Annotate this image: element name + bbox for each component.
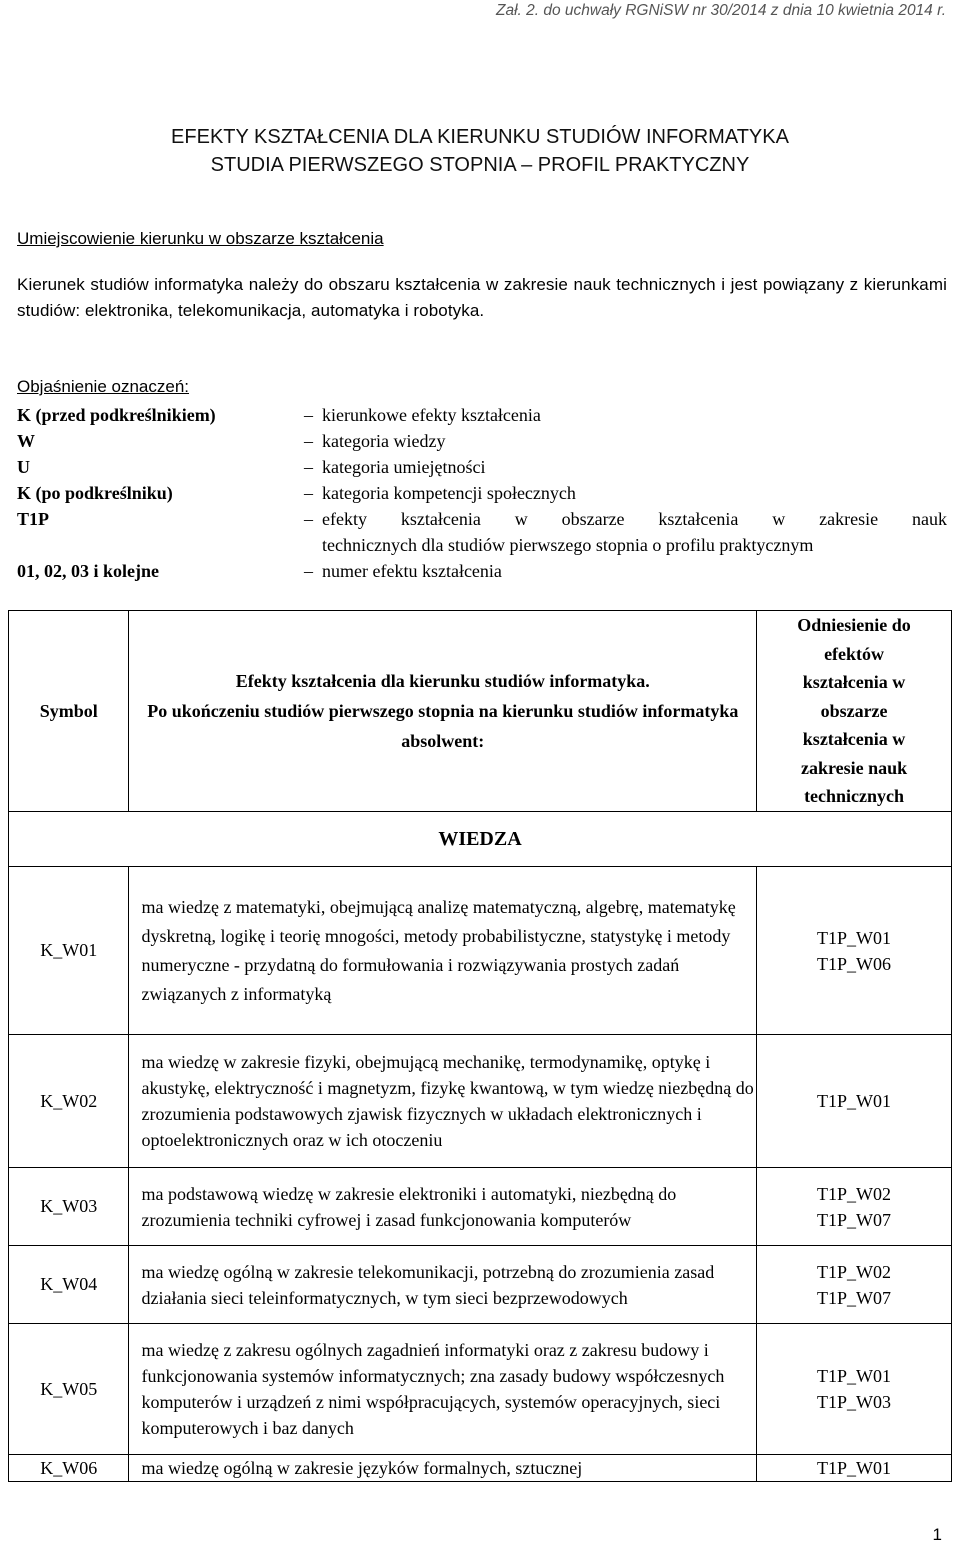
row-reference xyxy=(757,867,952,1035)
page-number: 1 xyxy=(932,1525,942,1544)
category-row xyxy=(9,812,952,867)
row-symbol: K_W02 xyxy=(9,1035,129,1168)
row-symbol: K_W01 xyxy=(9,867,129,1035)
row-description-text: ma wiedzę w zakresie fizyki, obejmującą mechanikę, termodynamikę, optykę i akustykę, elektryczność i magnetyzm, fizykę kwantową, w tym wiedzę niezbędną do zrozumienia podstawowych zjawisk fizycznych w układach elektronicznych i optoelektronicznych oraz w ich otoczeniu xyxy=(141,1052,754,1150)
table-row xyxy=(9,1324,952,1455)
table-row xyxy=(9,1168,952,1246)
reference-code: T1P_W06 xyxy=(817,953,892,974)
legend-item xyxy=(17,428,947,454)
row-description-text: ma wiedzę z matematyki, obejmującą analizę matematyczną, algebrę, matematykę dyskretną, logikę i teorię mnogości, metody probabilistyczne, statystykę i metody numeryczne - przydatną do formułowania i rozwiązywania prostych zadań związanych z informatyką xyxy=(141,896,736,1004)
legend-dash: – xyxy=(304,561,313,581)
row-reference xyxy=(757,1246,952,1324)
row-description xyxy=(129,1246,757,1324)
title-line-2: STUDIA PIERWSZEGO STOPNIA – PROFIL PRAKTYCZNY xyxy=(210,154,750,176)
header-description xyxy=(129,611,757,812)
row-symbol: K_W05 xyxy=(9,1324,129,1455)
reference-code: T1P_W01 xyxy=(817,1366,892,1386)
legend-desc: efekty kształcenia w obszarze kształcenia w zakresie nauk xyxy=(322,509,947,529)
legend-item xyxy=(17,558,947,584)
legend-dash: – xyxy=(304,457,313,477)
legend-item-continuation xyxy=(17,532,947,558)
legend-desc: kierunkowe efekty kształcenia xyxy=(322,405,541,425)
legend-desc: numer efektu kształcenia xyxy=(322,561,502,581)
row-reference xyxy=(757,1455,952,1482)
legend-key: 01, 02, 03 i kolejne xyxy=(17,561,159,581)
legend-item xyxy=(17,454,947,480)
legend-desc: kategoria umiejętności xyxy=(322,457,486,477)
category-label: WIEDZA xyxy=(9,812,952,867)
legend-dash: – xyxy=(304,431,313,451)
header-reference xyxy=(757,611,952,812)
reference-code: T1P_W02 xyxy=(817,1261,892,1282)
document-header-note: Zał. 2. do uchwały RGNiSW nr 30/2014 z dnia 10 kwietnia 2014 r. xyxy=(495,2,946,19)
row-description xyxy=(129,1455,757,1482)
legend-key: W xyxy=(17,431,35,451)
table-header-row xyxy=(9,611,952,812)
row-reference xyxy=(757,1035,952,1168)
row-reference xyxy=(757,1168,952,1246)
table-row xyxy=(9,1035,952,1168)
title-line-1: EFEKTY KSZTAŁCENIA DLA KIERUNKU STUDIÓW INFORMATYKA xyxy=(171,126,789,148)
legend-desc: technicznych dla studiów pierwszego stopnia o profilu praktycznym xyxy=(322,535,814,555)
reference-code: T1P_W01 xyxy=(817,1091,892,1111)
legend-item xyxy=(17,480,947,506)
header-symbol: Symbol xyxy=(9,611,129,812)
table-row xyxy=(9,1455,952,1482)
reference-code: T1P_W07 xyxy=(817,1209,892,1230)
legend-dash: – xyxy=(304,483,313,503)
legend-key: U xyxy=(17,457,30,477)
legend-key: T1P xyxy=(17,509,50,529)
row-description xyxy=(129,1035,757,1168)
document-title xyxy=(0,123,960,179)
row-description-text: ma wiedzę z zakresu ogólnych zagadnień informatyki oraz z zakresu budowy i funkcjonowania systemów informatycznych; zna zasady budowy współczesnych komputerów i urządzeń z nimi współpracujących, systemów operacyjnych, sieci komputerowych i baz danych xyxy=(141,1340,725,1438)
row-description xyxy=(129,1324,757,1455)
header-description-line-2: Po ukończeniu studiów pierwszego stopnia na kierunku studiów informatyka absolwent: xyxy=(147,701,739,751)
legend-item xyxy=(17,402,947,428)
reference-code: T1P_W07 xyxy=(817,1287,892,1308)
row-reference xyxy=(757,1324,952,1455)
legend-key: K (przed podkreślnikiem) xyxy=(17,405,216,425)
reference-code: T1P_W01 xyxy=(817,1458,892,1478)
row-description-text: ma wiedzę ogólną w zakresie języków formalnych, sztucznej xyxy=(141,1458,583,1478)
table-row xyxy=(9,867,952,1035)
location-heading: Umiejscowienie kierunku w obszarze kształcenia xyxy=(17,229,384,248)
row-description xyxy=(129,867,757,1035)
legend-dash: – xyxy=(304,405,313,425)
legend-desc: kategoria kompetencji społecznych xyxy=(322,483,576,503)
effects-table xyxy=(8,610,952,1482)
location-text: Kierunek studiów informatyka należy do obszaru kształcenia w zakresie nauk technicznych i jest powiązany z kierunkami studiów: elektronika, telekomunikacja, automatyka i robotyka. xyxy=(17,275,947,320)
legend-desc: kategoria wiedzy xyxy=(322,431,446,451)
legend-key: K (po podkreślniku) xyxy=(17,483,173,503)
table-row xyxy=(9,1246,952,1324)
row-symbol: K_W03 xyxy=(9,1168,129,1246)
reference-code: T1P_W03 xyxy=(817,1392,892,1412)
row-description-text: ma wiedzę ogólną w zakresie telekomunikacji, potrzebną do zrozumienia zasad działania sieci teleinformatycznych, w tym sieci bezprzewodowych xyxy=(141,1261,715,1308)
row-symbol: K_W06 xyxy=(9,1455,129,1482)
reference-code: T1P_W01 xyxy=(817,927,892,948)
reference-code: T1P_W02 xyxy=(817,1183,892,1204)
legend xyxy=(17,402,947,584)
legend-dash: – xyxy=(304,509,313,529)
header-description-line-1: Efekty kształcenia dla kierunku studiów informatyka. xyxy=(235,671,650,691)
row-symbol: K_W04 xyxy=(9,1246,129,1324)
row-description xyxy=(129,1168,757,1246)
header-reference-text: Odniesienie do efektów kształcenia w obszarze kształcenia w zakresie nauk technicznych xyxy=(797,615,911,807)
legend-heading: Objaśnienie oznaczeń: xyxy=(17,377,190,396)
row-description-text: ma podstawową wiedzę w zakresie elektroniki i automatyki, niezbędną do zrozumienia techniki cyfrowej i zasad funkcjonowania komputerów xyxy=(141,1183,677,1230)
legend-item xyxy=(17,506,947,532)
